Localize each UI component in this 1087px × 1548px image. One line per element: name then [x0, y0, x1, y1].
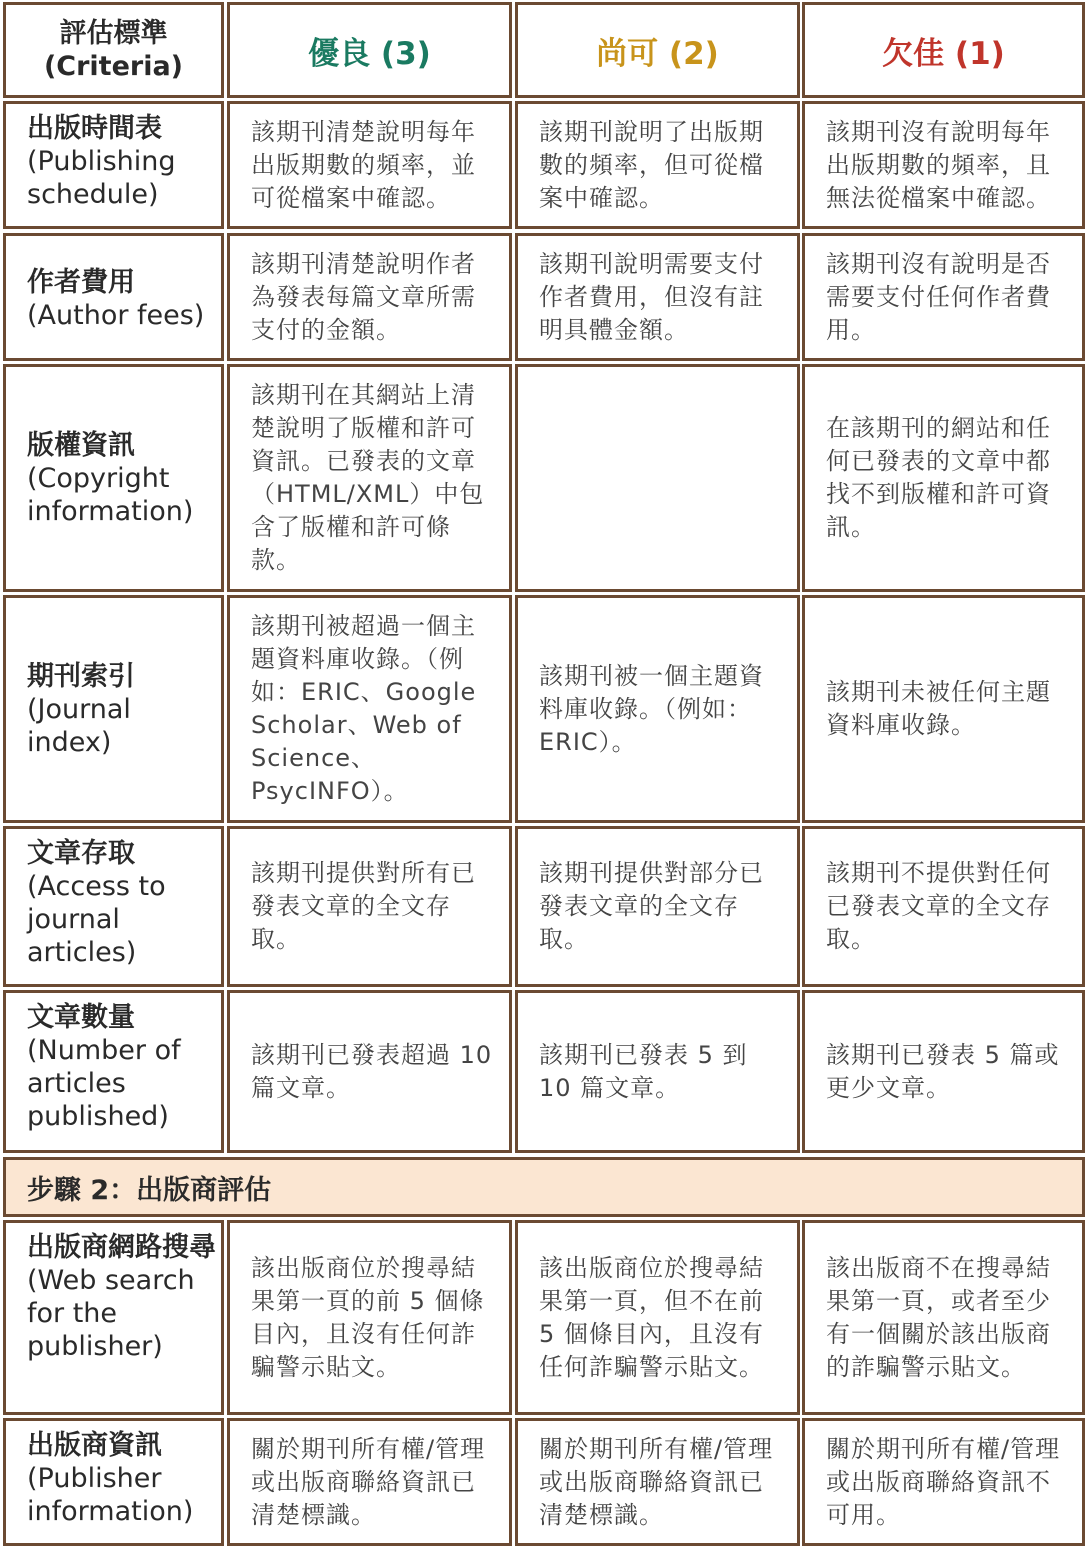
cell-text: 關於期刊所有權/管理或出版商聯絡資訊已清楚標識。 [539, 1434, 774, 1529]
criteria-author-fees [3, 233, 224, 361]
cell-poor [802, 101, 1085, 229]
criteria-zh: 出版商資訊 [27, 1430, 162, 1461]
cell-poor [802, 364, 1085, 592]
cell-fair [515, 101, 800, 229]
criteria-zh: 出版商網路搜尋 [27, 1232, 216, 1263]
criteria-en: (Number of articles published) [27, 1035, 181, 1132]
criteria-en: (Journal index) [27, 694, 131, 758]
cell-text: 關於期刊所有權/管理或出版商聯絡資訊不可用。 [826, 1434, 1061, 1529]
criteria-en: (Author fees) [27, 300, 205, 331]
criteria-copyright-information [3, 364, 224, 592]
cell-text: 該期刊清楚說明作者為發表每篇文章所需支付的金額。 [251, 249, 476, 344]
header-poor-label: 欠佳 (1) [882, 35, 1005, 72]
cell-poor [802, 1418, 1085, 1546]
cell-text: 該出版商位於搜尋結果第一頁的前 5 個條目內，且沒有任何詐騙警示貼文。 [251, 1253, 485, 1381]
criteria-access-to-articles [3, 826, 224, 987]
cell-fair [515, 990, 800, 1153]
cell-good [227, 595, 512, 823]
criteria-number-of-articles [3, 990, 224, 1153]
cell-good [227, 1418, 512, 1546]
cell-fair [515, 233, 800, 361]
cell-good [227, 990, 512, 1153]
cell-text: 該期刊說明了出版期數的頻率，但可從檔案中確認。 [539, 117, 764, 212]
cell-poor [802, 233, 1085, 361]
cell-text: 該期刊清楚說明每年出版期數的頻率，並可從檔案中確認。 [251, 117, 476, 212]
cell-text: 該期刊未被任何主題資料庫收錄。 [826, 678, 1051, 739]
cell-text: 該期刊沒有說明每年出版期數的頻率，且無法從檔案中確認。 [826, 117, 1051, 212]
criteria-publishing-schedule [3, 101, 224, 229]
cell-text: 該期刊提供對部分已發表文章的全文存取。 [539, 859, 764, 953]
cell-poor [802, 595, 1085, 823]
cell-text: 該期刊沒有說明是否需要支付任何作者費用。 [826, 249, 1051, 344]
cell-text: 在該期刊的網站和任何已發表的文章中都找不到版權和許可資訊。 [826, 414, 1051, 541]
criteria-zh: 出版時間表 [27, 113, 162, 144]
cell-poor [802, 826, 1085, 987]
criteria-zh: 版權資訊 [27, 430, 135, 461]
cell-fair [515, 1220, 800, 1415]
header-fair-label: 尚可 (2) [596, 35, 719, 72]
criteria-en: (Access to journal articles) [27, 871, 166, 968]
criteria-journal-index [3, 595, 224, 823]
header-good [227, 2, 512, 98]
criteria-zh: 期刊索引 [27, 661, 135, 692]
header-criteria [3, 2, 224, 98]
cell-poor [802, 1220, 1085, 1415]
criteria-zh: 作者費用 [27, 267, 135, 298]
cell-text: 該期刊已發表超過 10 篇文章。 [251, 1040, 493, 1102]
header-poor [802, 2, 1085, 98]
cell-good [227, 826, 512, 987]
cell-good [227, 101, 512, 229]
cell-poor [802, 990, 1085, 1153]
criteria-en: (Publishing schedule) [27, 146, 176, 210]
step-2-label: 步驟 2：出版商評估 [27, 1174, 272, 1206]
cell-fair [515, 1418, 800, 1546]
cell-text: 該期刊被超過一個主題資料庫收錄。（例如：ERIC、Google Scholar、Web of Science、PsycINFO）。 [251, 612, 477, 805]
cell-good [227, 364, 512, 592]
cell-text: 該期刊被一個主題資料庫收錄。（例如：ERIC）。 [539, 661, 764, 756]
criteria-zh: 文章存取 [27, 838, 135, 869]
cell-text: 該出版商位於搜尋結果第一頁，但不在前 5 個條目內，且沒有任何詐騙警示貼文。 [539, 1253, 764, 1381]
criteria-publisher-information [3, 1418, 224, 1546]
cell-text: 該期刊說明需要支付作者費用，但沒有註明具體金額。 [539, 249, 764, 344]
cell-fair [515, 364, 800, 592]
criteria-en: (Publisher information) [27, 1463, 194, 1527]
cell-good [227, 233, 512, 361]
criteria-en: (Copyright information) [27, 463, 194, 527]
cell-text: 關於期刊所有權/管理或出版商聯絡資訊已清楚標識。 [251, 1434, 486, 1529]
cell-good [227, 1220, 512, 1415]
cell-text: 該期刊已發表 5 到 10 篇文章。 [539, 1040, 748, 1102]
cell-text: 該期刊在其網站上清楚說明了版權和許可資訊。已發表的文章（HTML/XML）中包含了版權和許可條款。 [251, 381, 485, 574]
cell-text: 該期刊提供對所有已發表文章的全文存取。 [251, 859, 476, 953]
header-fair [515, 2, 800, 98]
cell-text: 該出版商不在搜尋結果第一頁，或者至少有一個關於該出版商的詐騙警示貼文。 [826, 1253, 1051, 1381]
header-good-label: 優良 (3) [308, 35, 431, 72]
criteria-zh: 文章數量 [27, 1002, 135, 1033]
step-2-banner [3, 1157, 1085, 1217]
criteria-web-search [3, 1220, 224, 1415]
cell-fair [515, 826, 800, 987]
header-criteria-label: 評估標準 (Criteria) [43, 18, 184, 82]
cell-text: 該期刊不提供對任何已發表文章的全文存取。 [826, 859, 1051, 953]
criteria-en: (Web search for the publisher) [27, 1265, 195, 1362]
cell-fair [515, 595, 800, 823]
cell-text: 該期刊已發表 5 篇或更少文章。 [826, 1040, 1060, 1102]
